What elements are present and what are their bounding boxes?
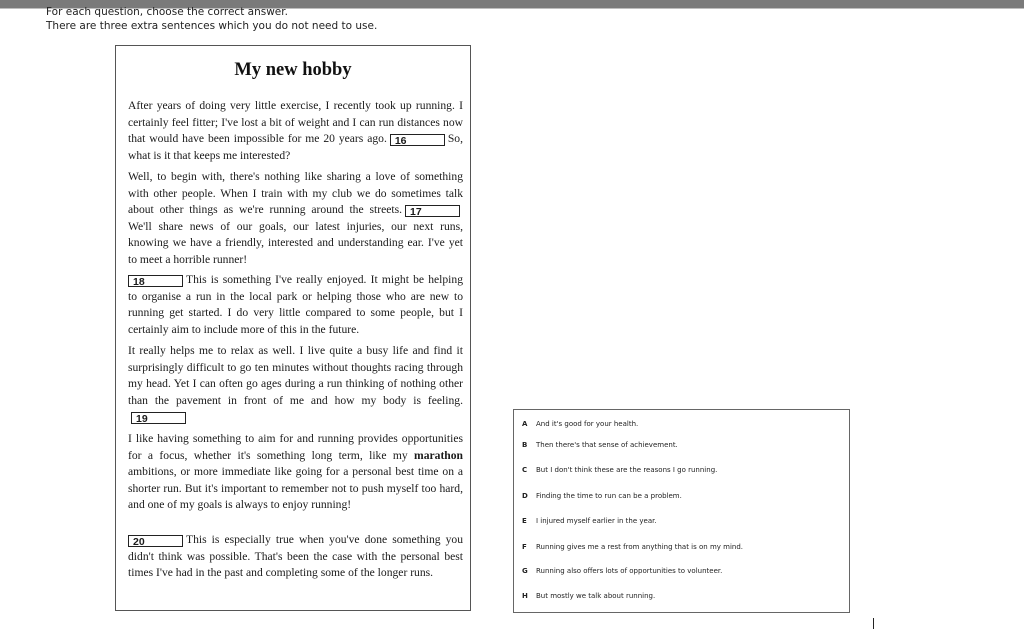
option-text: But I don't think these are the reasons I go running. (536, 466, 718, 474)
option-letter: E (522, 517, 527, 525)
paragraph-text: Well, to begin with, there's nothing like sharing a love of something with other people. When I train with my club we do sometimes talk about other things as we're running around the streets. (128, 170, 463, 217)
option-text: And it's good for your health. (536, 420, 639, 428)
paragraph-text: It really helps me to relax as well. I live quite a busy life and find it surprisingly difficult to go ten minutes without thoughts racing through my head. Yet I can often go ages during a run thinking of nothing other than the pavement in front of me and how my body is feeling. (128, 344, 463, 407)
paragraph-4 (128, 343, 463, 426)
option-letter: C (522, 466, 528, 474)
instruction-line-2: There are three extra sentences which you do not need to use. (46, 20, 378, 32)
option-letter: F (522, 543, 527, 551)
paragraph-text: We'll share news of our goals, our latest injuries, our next runs, knowing we have a friendly, interested and understanding ear. I've yet to meet a horrible runner! (128, 219, 463, 266)
paragraph-2 (128, 169, 463, 269)
paragraph-text: ambitions, or more immediate like going for a personal best time on a shorter run. But it's important to remember not to push myself too hard, and one of my goals is always to enjoy running! (128, 465, 463, 512)
paragraph-1 (128, 98, 463, 164)
paragraph-text: So, what is it that keeps me interested? (128, 132, 463, 162)
text-cursor (873, 618, 874, 629)
answer-gap-20[interactable]: 20 (128, 535, 183, 547)
passage-title: My new hobby (234, 60, 352, 80)
paragraph-text: I like having something to aim for and running provides opportunities for a focus, whether it's something long term, like my (128, 432, 463, 462)
paragraph-3 (128, 272, 463, 338)
answer-gap-17[interactable]: 17 (405, 205, 460, 217)
option-letter: B (522, 441, 528, 449)
option-text: But mostly we talk about running. (536, 592, 656, 600)
option-letter: D (522, 492, 528, 500)
paragraph-6 (128, 532, 463, 582)
reading-passage (115, 45, 471, 611)
paragraph-5 (128, 431, 463, 514)
bold-word: marathon (414, 448, 463, 462)
answer-gap-18[interactable]: 18 (128, 275, 183, 287)
paragraph-text: This is especially true when you've done something you didn't think was possible. That's been the case with the personal best times I've had in the past and completing some of the longer runs. (128, 533, 463, 580)
answer-options-box (513, 409, 850, 613)
option-text: Finding the time to run can be a problem. (536, 492, 682, 500)
option-text: Running gives me a rest from anything that is on my mind. (536, 543, 744, 551)
instruction-line-1: For each question, choose the correct answer. (46, 6, 288, 18)
option-letter: A (522, 420, 528, 428)
paragraph-text: After years of doing very little exercise, I recently took up running. I certainly feel fitter; I've lost a bit of weight and I can run distances now that would have been impossible for me 20 years ago. (128, 99, 463, 146)
option-text: I injured myself earlier in the year. (536, 517, 657, 525)
answer-gap-16[interactable]: 16 (390, 134, 445, 146)
option-text: Then there's that sense of achievement. (536, 441, 678, 449)
option-text: Running also offers lots of opportunities to volunteer. (536, 567, 723, 575)
answer-gap-19[interactable]: 19 (131, 412, 186, 424)
option-letter: G (522, 567, 528, 575)
option-letter: H (522, 592, 528, 600)
paragraph-text: This is something I've really enjoyed. It might be helping to organise a run in the local park or helping those who are new to running get started. I do very little compared to some people, but I certainly aim to include more of this in the future. (128, 273, 463, 336)
